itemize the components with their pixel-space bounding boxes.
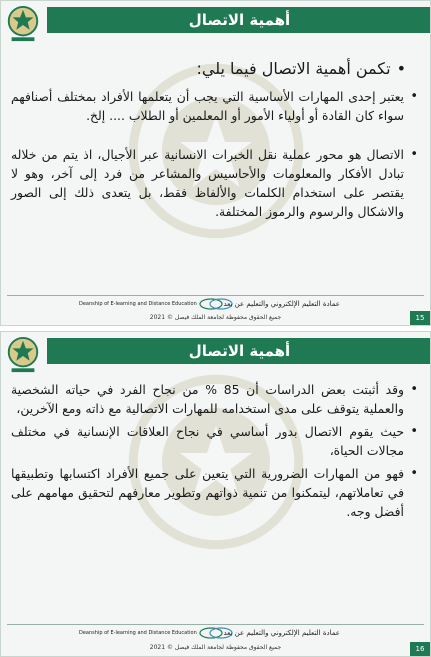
slide-16	[0, 331, 431, 657]
bullet-list	[11, 87, 420, 221]
slide-title: أهمية الاتصال	[188, 342, 291, 360]
slide-15	[0, 0, 431, 326]
bullet-item: • حيث يقوم الاتصال بدور أساسي في نجاح العلاقات الإنسانية في مختلف مجالات الحياة،	[11, 422, 420, 460]
page-number: 15	[410, 311, 430, 325]
footer-copyright: جميع الحقوق محفوظة لجامعة الملك فيصل © 2021	[149, 314, 282, 321]
footer-deanship-en: Deanship of E-learning and Distance Education	[79, 630, 197, 636]
bullet-list	[11, 380, 420, 521]
slide-title: أهمية الاتصال	[188, 11, 291, 29]
footer-divider	[7, 295, 424, 296]
footer-deanship-ar: عمادة التعليم الإلكتروني والتعليم عن بعد	[223, 629, 340, 637]
bullet-item: • وقد أثبتت بعض الدراسات أن 85 % من نجاح الفرد في حياته الشخصية والعملية يتوقف على مدى استخدامه للمهارات الاتصالية مع ذاته ومع الآخرين،	[11, 380, 420, 418]
bullet-item: • فهو من المهارات الضرورية التي يتعين على جميع الأفراد اكتسابها وتطبيقها في تعاملاتهم، ليتمكنوا من تنمية ذواتهم وتطوير معارفهم لتحقيق مهامهم على أفضل وجه.	[11, 464, 420, 521]
bullet-item: • الاتصال هو محور عملية نقل الخبرات الانسانية عبر الأجيال، اذ يتم من خلاله تبادل الأفكار والمعلومات والأحاسيس والمشاعر من فرد إلى آخر، وهو لا يقتصر على استخدام الكلمات والألفاظ فقط، بل يتعدى ذلك إلى الصور والاشكال والرسوم والرموز المختلفة.	[11, 145, 420, 221]
footer-deanship-ar: عمادة التعليم الإلكتروني والتعليم عن بعد	[223, 300, 340, 308]
university-emblem-icon	[4, 335, 42, 375]
slide-header-bar	[47, 7, 431, 33]
slide-header-bar	[47, 338, 431, 364]
slide-content	[11, 57, 420, 225]
bullet-item: • يعتبر إحدى المهارات الأساسية التي يجب أن يتعلمها الأفراد بمختلف أصنافهم سواء كان القادة أو أولياء الأمور أو المعلمين أو الطلاب .... إلخ.	[11, 87, 420, 125]
content-heading: • تكمن أهمية الاتصال فيما يلي:	[11, 57, 420, 81]
footer-divider	[7, 624, 424, 625]
slide-content	[11, 380, 420, 525]
footer-deanship-en: Deanship of E-learning and Distance Education	[79, 301, 197, 307]
footer-copyright: جميع الحقوق محفوظة لجامعة الملك فيصل © 2021	[149, 644, 282, 651]
page-number: 16	[410, 642, 430, 656]
university-emblem-icon	[4, 4, 42, 44]
